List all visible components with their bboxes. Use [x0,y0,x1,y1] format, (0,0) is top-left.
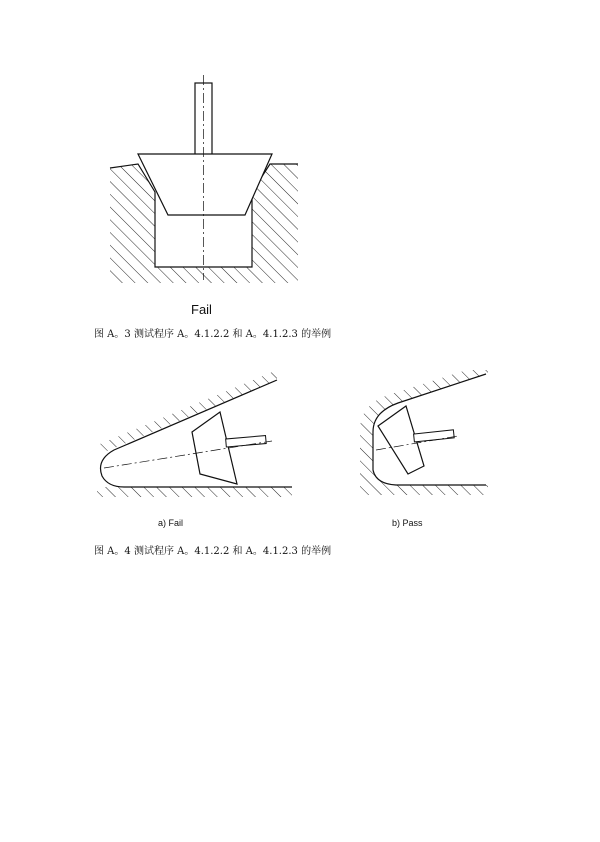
figure-a4a-label: a) Fail [158,518,184,528]
figure-a4a-drawing [92,372,297,497]
figure-a4b-drawing [358,370,493,495]
lower-hatched-floor [97,487,292,497]
figure-a4b-label: b) Pass [392,518,423,528]
probe-shaft [226,436,267,447]
figure-a3-drawing [100,70,310,295]
figure-a3-label: Fail [191,302,212,317]
center-line [104,441,272,468]
figure-a4-caption: 图 A。4 测试程序 A。4.1.2.2 和 A。4.1.2.3 的举例 [94,546,332,557]
figure-a3-caption: 图 A。3 测试程序 A。4.1.2.2 和 A。4.1.2.3 的举例 [94,329,332,340]
